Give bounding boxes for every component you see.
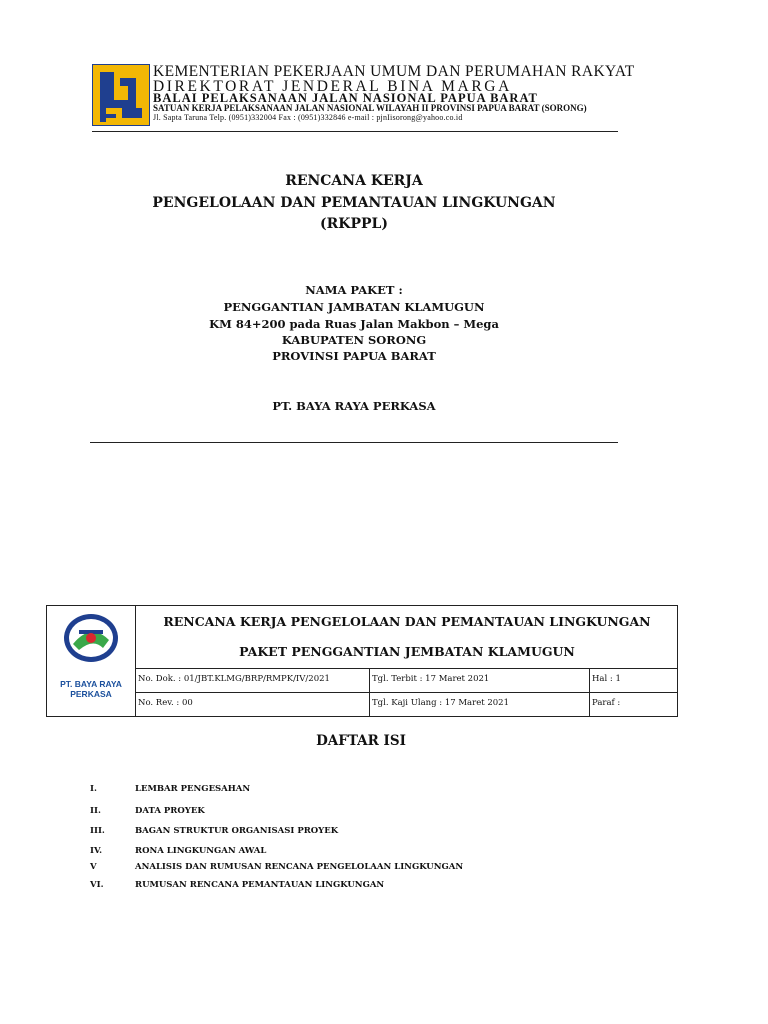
- letterhead-balai: BALAI PELAKSANAAN JALAN NASIONAL PAPUA BARAT: [153, 91, 538, 105]
- table-divider: [589, 668, 590, 716]
- package-label: NAMA PAKET :: [305, 283, 403, 297]
- letterhead-address: Jl. Sapta Taruna Telp. (0951)332004 Fax : (0951)332846 e-mail : pjnIisorong@yahoo.co.id: [153, 113, 463, 122]
- issue-date: Tgl. Terbit : 17 Maret 2021: [372, 674, 490, 684]
- toc-item-number: VI.: [90, 880, 104, 890]
- table-divider: [369, 668, 370, 716]
- table-company-line2: PERKASA: [70, 688, 112, 699]
- toc-item-text: LEMBAR PENGESAHAN: [135, 784, 251, 794]
- letterhead-divider: [92, 131, 618, 132]
- pu-ministry-logo-icon: [92, 64, 150, 126]
- letterhead-ministry: KEMENTERIAN PEKERJAAN UMUM DAN PERUMAHAN RAKYAT: [153, 63, 635, 80]
- package-regency: KABUPATEN SORONG: [281, 333, 427, 347]
- toc-item-number: V: [90, 862, 97, 872]
- toc-item-number: IV.: [90, 846, 103, 856]
- company-logo-icon: [61, 612, 121, 664]
- package-name: PENGGANTIAN JAMBATAN KLAMUGUN: [223, 300, 485, 314]
- toc-item-number: II.: [90, 806, 101, 816]
- table-company-name: [47, 680, 135, 700]
- table-title-package: PAKET PENGGANTIAN JEMBATAN KLAMUGUN: [239, 644, 575, 659]
- package-province: PROVINSI PAPUA BARAT: [272, 349, 436, 363]
- toc-item-number: III.: [90, 826, 105, 836]
- doc-title-line3: (RKPPL): [320, 216, 388, 232]
- table-divider: [135, 606, 136, 716]
- toc-item-text: RONA LINGKUNGAN AWAL: [135, 846, 267, 856]
- package-location: KM 84+200 pada Ruas Jalan Makbon – Mega: [209, 317, 499, 331]
- revision-number: No. Rev. : 00: [138, 698, 193, 708]
- page-number: Hal : 1: [592, 674, 621, 684]
- company-name: PT. BAYA RAYA PERKASA: [272, 399, 436, 413]
- document-header-table: [46, 605, 678, 717]
- table-title-rkppl: RENCANA KERJA PENGELOLAAN DAN PEMANTAUAN LINGKUNGAN: [163, 614, 651, 629]
- table-divider: [135, 692, 677, 693]
- letterhead-directorate: DIREKTORAT JENDERAL BINA MARGA: [153, 78, 512, 95]
- doc-title-line1: RENCANA KERJA: [285, 173, 423, 189]
- toc-item-text: DATA PROYEK: [135, 806, 205, 816]
- table-company-line1: PT. BAYA RAYA: [60, 679, 122, 689]
- review-date: Tgl. Kaji Ulang : 17 Maret 2021: [372, 698, 509, 708]
- doc-number: No. Dok. : 01/JBT.KLMG/BRP/RMPK/IV/2021: [138, 674, 330, 684]
- table-divider: [135, 668, 677, 669]
- toc-item-number: I.: [90, 784, 97, 794]
- toc-item-text: ANALISIS DAN RUMUSAN RENCANA PENGELOLAAN LINGKUNGAN: [135, 862, 464, 872]
- doc-title-line2: PENGELOLAAN DAN PEMANTAUAN LINGKUNGAN: [152, 195, 556, 211]
- signature-field: Paraf :: [592, 698, 621, 708]
- toc-title: DAFTAR ISI: [316, 733, 406, 749]
- toc-item-text: BAGAN STRUKTUR ORGANISASI PROYEK: [135, 826, 339, 836]
- letterhead-satker: SATUAN KERJA PELAKSANAAN JALAN NASIONAL WILAYAH II PROVINSI PAPUA BARAT (SORONG): [153, 103, 587, 113]
- toc-item-text: RUMUSAN RENCANA PEMANTAUAN LINGKUNGAN: [135, 880, 385, 890]
- title-divider: [90, 442, 618, 443]
